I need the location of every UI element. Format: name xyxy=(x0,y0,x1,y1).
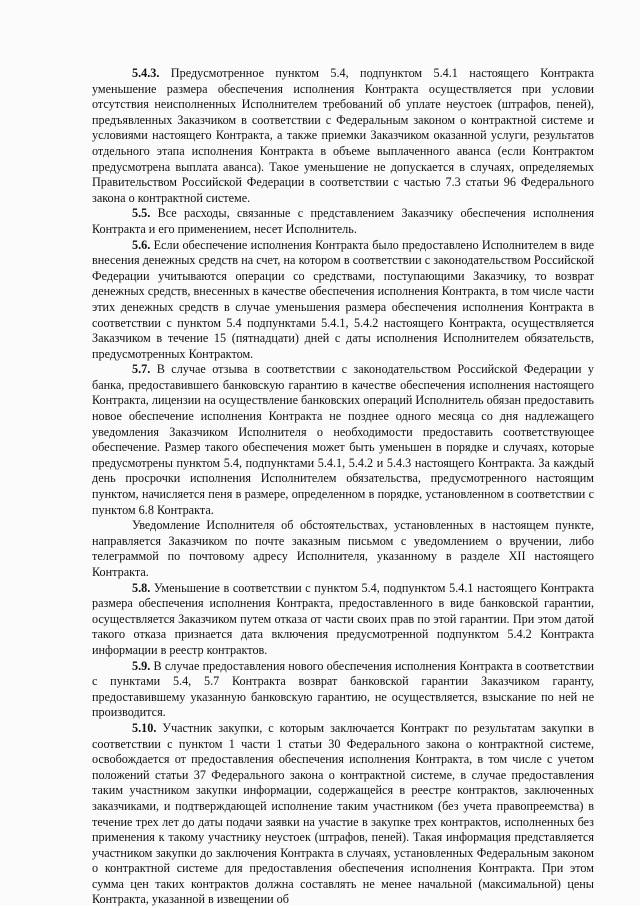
clause-text: Уменьшение в соответствии с пунктом 5.4, подпунктом 5.4.1 настоящего Контракта размера обеспечения исполнения Контракта, предоставленного в виде банковской гарантии, осуществляется Заказчиком путем отказа от части своих прав по этой гарантии. При этом датой такого отказа признается дата включения предусмотренной подпунктом 5.4.2 Контракта информации в реестр контрактов. xyxy=(92,580,594,657)
paragraph-5-5 xyxy=(92,206,594,237)
clause-number: 5.9. xyxy=(132,658,151,673)
clause-number: 5.5. xyxy=(132,206,151,221)
paragraph-5-6 xyxy=(92,238,594,363)
paragraph-5-7 xyxy=(92,362,594,518)
clause-text: Уведомление Исполнителя об обстоятельствах, установленных в настоящем пункте, направляется Заказчиком по почте заказным письмом с уведомлением о вручении, либо телеграммой по почтовому адресу Исполнителя, указанному в разделе XII настоящего Контракта. xyxy=(92,518,594,579)
clause-text: Участник закупки, с которым заключается Контракт по результатам закупки в соответствии с пунктом 1 части 1 статьи 30 Федерального закона о контрактной системе, освобождается от предоставления обеспечения исполнения Контракта, в том числе с учетом положений статьи 37 Федерального закона о контрактной системе, в случае предоставления таким участником закупки информации, содержащейся в реестре контрактов, заключенных заказчиками, и подтверждающей исполнение таким участником (без учета правопреемства) в течение трех лет до даты подачи заявки на участие в закупке трех контрактов, исполненных без применения к такому участнику неустоек (штрафов, пеней). Такая информация представляется участником закупки до заключения Контракта в случаях, установленных Федеральным законом о контрактной системе для предоставления обеспечения исполнения Контракта. При этом сумма цен таких контрактов должна составлять не менее начальной (максимальной) цены Контракта, указанной в извещении об xyxy=(92,720,594,907)
clause-number: 5.10. xyxy=(132,720,157,735)
clause-text: Если обеспечение исполнения Контракта было предоставлено Исполнителем в виде внесения денежных средств на счет, на котором в соответствии с законодательством Российской Федерации учитываются операции со средствами, поступающими Заказчику, то возврат денежных средств, внесенных в качестве обеспечения исполнения Контракта, в том числе части этих денежных средств в случае уменьшения размера обеспечения исполнения Контракта в соответствии с пунктом 5.4 подпунктами 5.4.1, 5.4.2 настоящего Контракта, осуществляется Заказчиком в течение 15 (пятнадцати) дней с даты исполнения Исполнителем обязательств, предусмотренных Контрактом. xyxy=(92,237,594,361)
document-body xyxy=(92,66,594,908)
clause-number: 5.7. xyxy=(132,362,151,377)
clause-text: Все расходы, связанные с представлением Заказчику обеспечения исполнения Контракта и его применением, несет Исполнитель. xyxy=(92,206,594,236)
clause-number: 5.6. xyxy=(132,237,151,252)
clause-text: Предусмотренное пунктом 5.4, подпунктом 5.4.1 настоящего Контракта уменьшение размера обеспечения исполнения Контракта осуществляется при условии отсутствия неисполненных Исполнителем требований об уплате неустоек (штрафов, пеней), предъявленных Заказчиком в соответствии с Федеральным законом о контрактной системе и условиями настоящего Контракта, а также приемки Заказчиком оказанной услуги, результатов отдельного этапа исполнения Контракта в объеме выплаченного аванса (если Контрактом предусмотрена выплата аванса). Такое уменьшение не допускается в случаях, определяемых Правительством Российской Федерации в соответствии с частью 7.3 статьи 96 Федерального закона о контрактной системе. xyxy=(92,66,594,205)
clause-number: 5.8. xyxy=(132,580,151,595)
paragraph-5-10 xyxy=(92,721,594,908)
paragraph-5-8 xyxy=(92,581,594,659)
paragraph-5-9 xyxy=(92,659,594,721)
clause-number: 5.4.3. xyxy=(132,66,160,80)
clause-text: В случае отзыва в соответствии с законодательством Российской Федерации у банка, предоставившего банковскую гарантию в качестве обеспечения исполнения настоящего Контракта, лицензии на осуществление банковских операций Исполнитель обязан предоставить новое обеспечение исполнения Контракта не позднее одного месяца со дня надлежащего уведомления Заказчиком Исполнителя о необходимости предоставить соответствующее обеспечение. Размер такого обеспечения может быть уменьшен в порядке и случаях, которые предусмотрены пунктом 5.4, подпунктами 5.4.1, 5.4.2 и 5.4.3 настоящего Контракта. За каждый день просрочки исполнения Исполнителем обязательства, предусмотренного настоящим пунктом, начисляется пеня в размере, определенном в порядке, установленном в соответствии с пунктом 6.8 Контракта. xyxy=(92,362,594,517)
clause-text: В случае предоставления нового обеспечения исполнения Контракта в соответствии с пунктами 5.4, 5.7 Контракта возврат банковской гарантии Заказчиком гаранту, предоставившему указанную банковскую гарантию, не осуществляется, взыскание по ней не производится. xyxy=(92,658,594,720)
paragraph-5-7-notice xyxy=(92,518,594,580)
paragraph-5-4-3 xyxy=(92,66,594,206)
